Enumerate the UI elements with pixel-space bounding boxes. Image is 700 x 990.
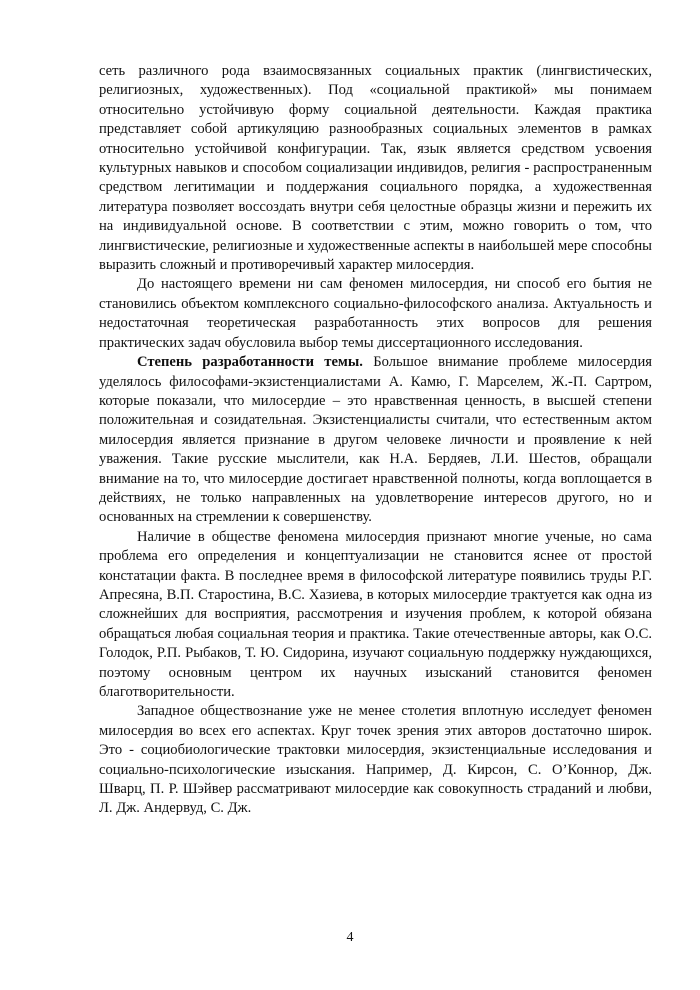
paragraph-relevance: До настоящего времени ни сам феномен милосердия, ни способ его бытия не становились объектом комплексного социально-философского анализа. Актуальность и недостаточная теоретическая разработанность этих вопросов для решения практических задач обусловила выбор темы диссертационного исследования. bbox=[99, 276, 652, 351]
page-number: 4 bbox=[346, 930, 354, 945]
paragraph-continuation: сеть различного рода взаимосвязанных социальных практик (лингвистических, религиозных, художественных). Под «социальной практикой» мы понимаем относительно устойчивую форму социальной деятельности. Каждая практика представляет собой артикуляцию разнообразных социальных элементов в рамках относительно устойчивой конфигурации. Так, язык является средством усвоения культурных навыков и способом социализации индивидов, религия - распространенным средством легитимации и поддержания социального порядка, а художественная литература позволяет воссоздать внутри себя целостные образцы жизни и пережить их на индивидуальной основе. В соответствии с этим, можно говорить о том, что лингвистические, религиозные и художественные аспекты в наибольшей мере способны выразить сложный и противоречивый характер милосердия. bbox=[99, 63, 652, 274]
section-lead-heading: Степень разработанности темы. bbox=[137, 354, 363, 371]
paragraph-western-research: Западное обществознание уже не менее столетия вплотную исследует феномен милосердия во всех его аспектах. Круг точек зрения этих авторов достаточно широк. Это - социобиологические трактовки милосердия, экзистенциальные исследования и социально-психологические изыскания. Например, Д. Кирсон, С. О’Коннор, Дж. Шварц, П. Р. Шэйвер рассматривают милосердие как совокупность страданий и любви, Л. Дж. Андервуд, С. Дж. bbox=[99, 703, 652, 817]
paragraph-domestic-research: Наличие в обществе феномена милосердия признают многие ученые, но сама проблема его определения и концептуализации не становится яснее от простой констатации факта. В последнее время в философской литературе появились труды Р.Г. Апресяна, В.П. Старостина, В.С. Хазиева, в которых милосердие трактуется как одна из сложнейших для восприятия, рассмотрения и изучения проблем, к которой обязана обращаться любая социальная теория и практика. Такие отечественные авторы, как О.С. Голодок, Р.П. Рыбаков, Т. Ю. Сидорина, изучают социальную поддержку нуждающихся, поэтому основным центром их научных изысканий становится феномен благотворительности. bbox=[99, 528, 652, 700]
paragraph-degree-of-development bbox=[99, 353, 652, 528]
paragraph-body: Большое внимание проблеме милосердия уделялось философами-экзистенциалистами А. Камю, Г. Марселем, Ж.-П. Сартром, которые показали, что милосердие – это нравственная ценность, в высшей степени положительная и созидательная. Экзистенциалисты считали, что естественным актом милосердия является признание в другом человеке личности и проявление к ней уважения. Такие русские мыслители, как Н.А. Бердяев, Л.И. Шестов, обращали внимание на то, что милосердие достигает нравственной полноты, когда воплощается в действиях, не только направленных на удовлетворение интересов другого, но и основанных на стремлении к совершенству. bbox=[99, 354, 652, 526]
